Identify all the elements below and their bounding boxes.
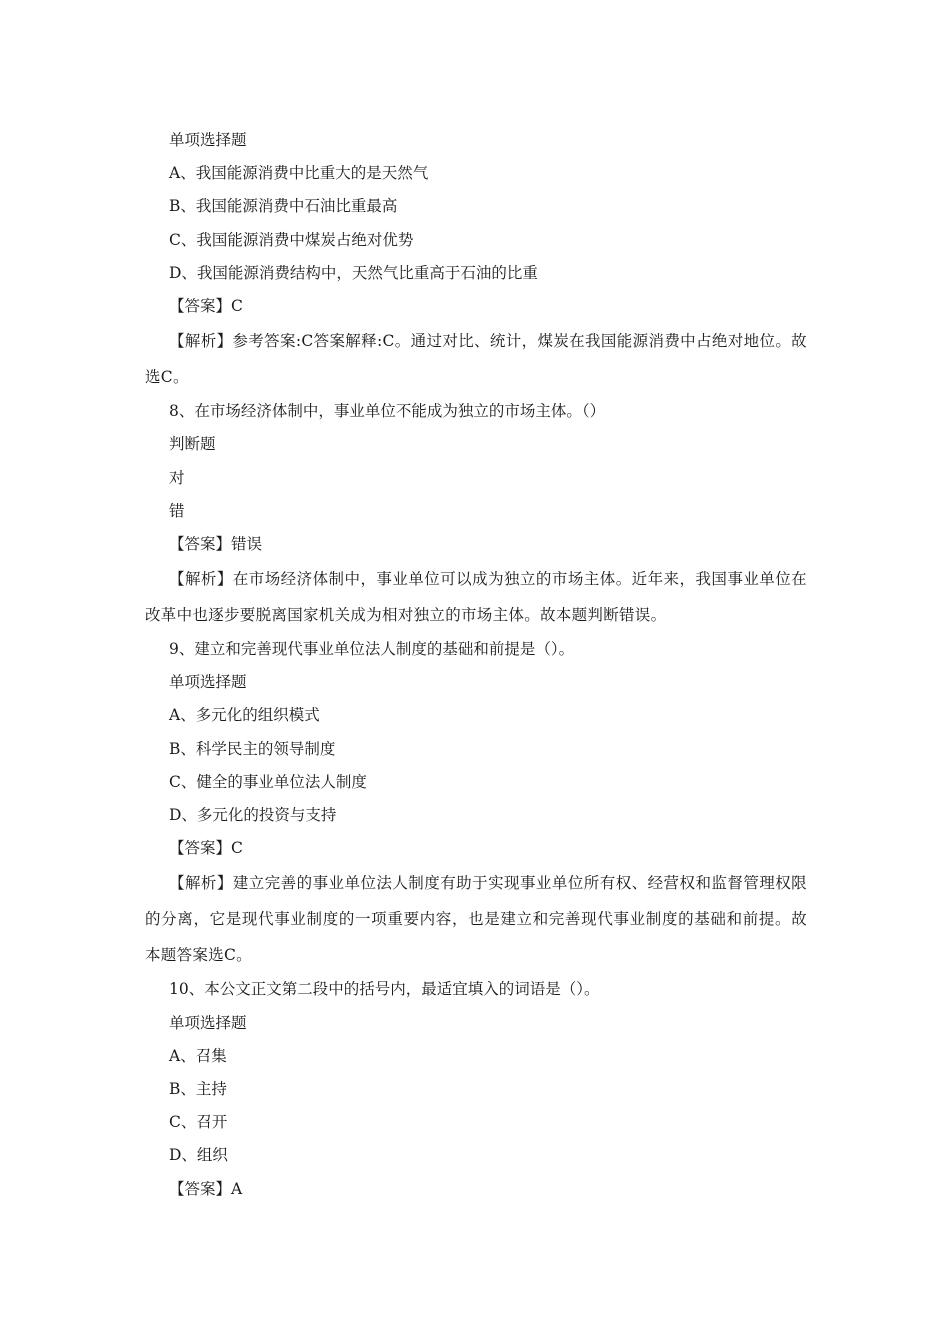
question-type: 判断题 [169,435,216,454]
option-false: 错 [169,501,185,520]
option-a: A、多元化的组织模式 [169,706,320,725]
answer: 【答案】C [169,296,243,315]
option-a: A、我国能源消费中比重大的是天然气 [169,164,429,183]
question-10: 10、本公文正文第二段中的括号内，最适宜填入的词语是（）。 [169,980,600,999]
answer: 【答案】A [169,1179,243,1198]
option-d: D、我国能源消费结构中，天然气比重高于石油的比重 [169,263,538,282]
option-c: C、我国能源消费中煤炭占绝对优势 [169,230,414,249]
option-c: C、召开 [169,1113,228,1132]
option-b: B、科学民主的领导制度 [169,739,336,758]
answer: 【答案】错误 [169,534,263,553]
question-8: 8、在市场经济体制中，事业单位不能成为独立的市场主体。（） [169,402,606,421]
answer: 【答案】C [169,839,243,858]
option-d: D、多元化的投资与支持 [169,806,337,824]
explanation: 【解析】在市场经济体制中，事业单位可以成为独立的市场主体。近年来，我国事业单位在改革中也逐步要脱离国家机关成为相对独立的市场主体。故本题判断错误。 [145,570,807,625]
question-type: 单项选择题 [169,1013,247,1032]
question-9: 9、建立和完善现代事业单位法人制度的基础和前提是（）。 [169,640,575,659]
option-d: D、组织 [169,1146,228,1165]
explanation: 【解析】建立完善的事业单位法人制度有助于实现事业单位所有权、经营权和监督管理权限的分离，它是现代事业制度的一项重要内容，也是建立和完善现代事业制度的基础和前提。故本题答案选C。 [145,874,807,965]
option-b: B、我国能源消费中石油比重最高 [169,197,398,216]
option-c: C、健全的事业单位法人制度 [169,772,367,791]
question-type: 单项选择题 [169,131,247,149]
option-true: 对 [169,468,185,487]
option-b: B、主持 [169,1079,227,1098]
question-type: 单项选择题 [169,673,247,692]
explanation: 【解析】参考答案:C答案解释:C。通过对比、统计，煤炭在我国能源消费中占绝对地位。故选C。 [145,332,807,387]
document-content [145,124,807,1206]
option-a: A、召集 [169,1046,227,1065]
